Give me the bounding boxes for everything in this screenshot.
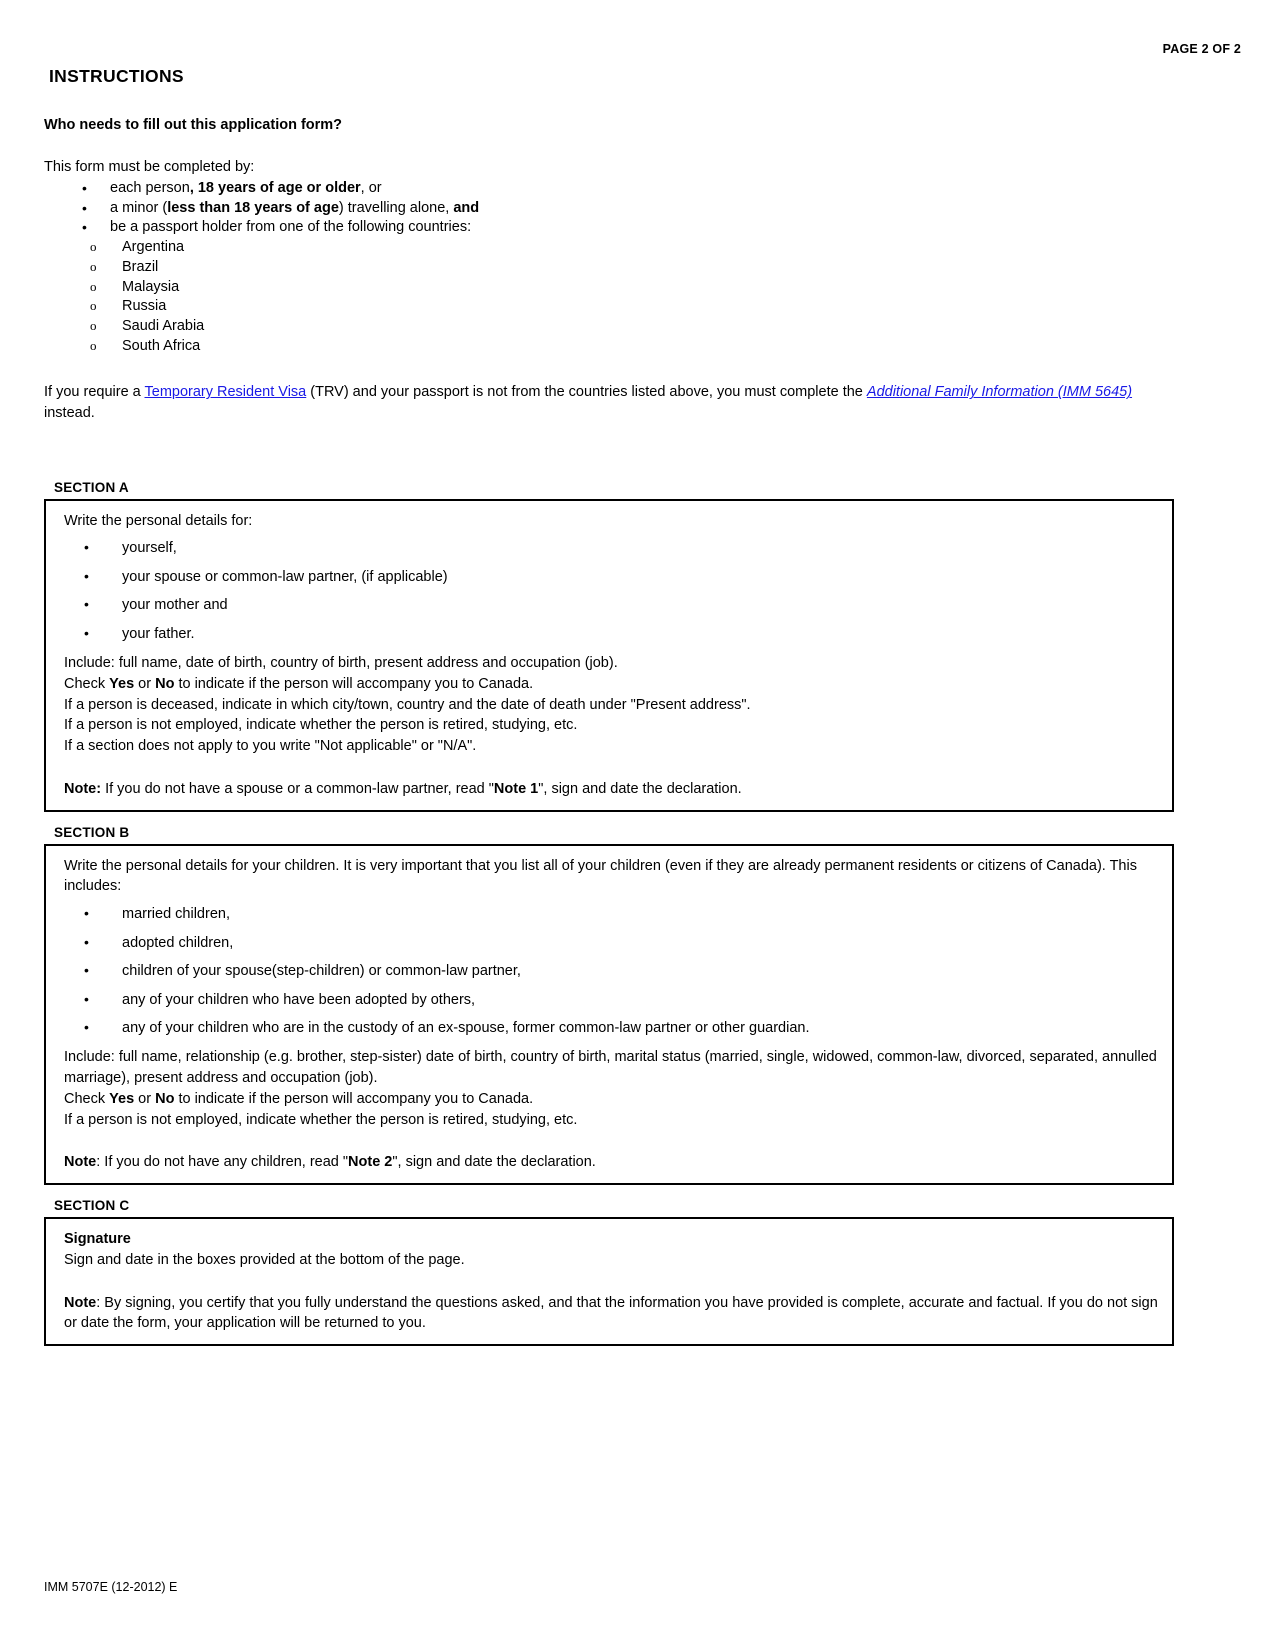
section-b-lead: Write the personal details for your children. It is very important that you list all of your children (even if they are already permanent residents or citizens of Canada). This includes: [64, 857, 1137, 895]
list-item-label: married children, [122, 906, 230, 923]
country-label: South Africa [122, 337, 201, 354]
circle-bullet-icon: o [90, 298, 97, 314]
section-a-check-line [64, 674, 1158, 695]
temporary-resident-visa-link[interactable]: Temporary Resident Visa [144, 384, 307, 401]
country-label: Saudi Arabia [122, 318, 205, 335]
list-item [64, 566, 1158, 588]
note-pre: If you do not have a spouse or a common-law partner, read " [101, 780, 494, 797]
circle-bullet-icon: o [90, 318, 97, 334]
section-b-box [44, 844, 1174, 1185]
circle-bullet-icon: o [90, 258, 97, 274]
section-b-bullets [64, 903, 1158, 1039]
section-b-check-line [64, 1089, 1158, 1110]
trv-text-1: If you require a [44, 384, 145, 401]
country-list [44, 238, 1174, 356]
bullet-icon: • [84, 990, 89, 1007]
note-pre: : If you do not have any children, read " [96, 1154, 349, 1171]
note-ref: Note 1 [493, 780, 539, 797]
list-item-pre: a minor ( [110, 199, 168, 216]
list-item [44, 337, 1174, 357]
section-b-include-line: Include: full name, relationship (e.g. brother, step-sister) date of birth, country of birth, marital status (married, single, widowed, common-law, divorced, separated, annulled marriage), present address and occupation (job). [64, 1049, 1157, 1087]
spacer [44, 812, 1174, 825]
list-item-label: yourself, [122, 540, 177, 557]
note-post: ", sign and date the declaration. [392, 1154, 596, 1171]
list-item-label: any of your children who are in the custody of an ex-spouse, former common-law partner or other guardian. [122, 1019, 810, 1036]
bullet-icon: • [82, 199, 87, 216]
circle-bullet-icon: o [90, 239, 97, 255]
country-label: Malaysia [122, 278, 180, 295]
bullet-icon: • [84, 539, 89, 556]
section-a-note [64, 779, 1158, 800]
check-pre: Check [64, 1090, 110, 1107]
country-label: Brazil [122, 258, 159, 275]
section-a-employment-line: If a person is not employed, indicate whether the person is retired, studying, etc. [64, 717, 578, 734]
list-item [64, 932, 1158, 954]
list-item [64, 623, 1158, 645]
section-a-label: SECTION A [54, 479, 129, 495]
section-c-note [64, 1293, 1158, 1334]
section-b-employment-line: If a person is not employed, indicate whether the person is retired, studying, etc. [64, 1111, 578, 1128]
check-no: No [155, 1090, 175, 1107]
list-item [44, 179, 1174, 199]
page-number-header: PAGE 2 OF 2 [1162, 42, 1241, 56]
bullet-icon: • [84, 1018, 89, 1035]
section-b-note [64, 1152, 1158, 1173]
intro-subheading: Who needs to fill out this application form? [44, 117, 343, 133]
additional-family-information-link[interactable]: Additional Family Information (IMM 5645) [866, 384, 1133, 401]
section-a-box [44, 499, 1174, 812]
bullet-icon: • [84, 624, 89, 641]
check-mid: or [134, 675, 156, 692]
list-item-bold-2: and [453, 199, 480, 216]
list-item-label: your father. [122, 625, 195, 642]
list-item-label: children of your spouse(step-children) or common-law partner, [122, 963, 521, 980]
list-item-bold: , 18 years of age or older [189, 180, 361, 196]
list-item [44, 278, 1174, 298]
list-item-pre: each person [110, 180, 190, 196]
bullet-icon: • [84, 567, 89, 584]
form-footer-code: IMM 5707E (12-2012) E [44, 1580, 178, 1594]
list-item [64, 989, 1158, 1011]
page-content [44, 66, 1174, 1346]
list-item-post: ) travelling alone, [338, 199, 454, 216]
bullet-icon: • [82, 219, 87, 236]
section-c-label: SECTION C [54, 1198, 130, 1214]
section-a-lead: Write the personal details for: [64, 512, 253, 529]
eligibility-list [44, 179, 1174, 238]
list-item [44, 238, 1174, 258]
section-a-na-line: If a section does not apply to you write "Not applicable" or "N/A". [64, 738, 477, 755]
signature-heading [64, 1229, 1158, 1250]
note-post: ", sign and date the declaration. [538, 780, 742, 797]
country-label: Argentina [122, 239, 185, 256]
section-b-label: SECTION B [54, 824, 130, 840]
list-item-label: your mother and [122, 597, 228, 614]
list-item [44, 297, 1174, 317]
signature-heading-text: Signature [64, 1231, 131, 1248]
note-label: Note: [64, 780, 102, 797]
spacer [44, 1185, 1174, 1198]
list-item [44, 258, 1174, 278]
check-post: to indicate if the person will accompany you to Canada. [174, 1090, 534, 1107]
check-post: to indicate if the person will accompany you to Canada. [174, 675, 534, 692]
note-text: : By signing, you certify that you fully understand the questions asked, and that the information you have provided is complete, accurate and factual. If you do not sign or date the form, your application will be returned to you. [64, 1294, 1158, 1332]
check-no: No [155, 675, 175, 692]
list-item [44, 199, 1174, 219]
section-c-box [44, 1217, 1174, 1346]
circle-bullet-icon: o [90, 337, 97, 353]
check-mid: or [134, 1090, 156, 1107]
check-yes: Yes [109, 675, 135, 692]
intro-lead: This form must be completed by: [44, 159, 255, 175]
list-item-label: your spouse or common-law partner, (if applicable) [122, 568, 448, 585]
check-yes: Yes [109, 1090, 135, 1107]
bullet-icon: • [84, 596, 89, 613]
bullet-icon: • [84, 933, 89, 950]
note-label: Note [64, 1294, 97, 1311]
section-a-bullets [64, 537, 1158, 645]
bullet-icon: • [84, 905, 89, 922]
check-pre: Check [64, 675, 110, 692]
trv-paragraph [44, 382, 1174, 423]
list-item [64, 537, 1158, 559]
note-ref: Note 2 [348, 1154, 393, 1171]
trv-text-3: instead. [44, 405, 95, 422]
list-item [64, 903, 1158, 925]
page-title: INSTRUCTIONS [49, 66, 184, 86]
list-item [44, 317, 1174, 337]
list-item-pre: be a passport holder from one of the following countries: [110, 219, 472, 236]
list-item [64, 1017, 1158, 1039]
trv-text-2: (TRV) and your passport is not from the countries listed above, you must complete the [306, 384, 867, 401]
section-a-deceased-line: If a person is deceased, indicate in which city/town, country and the date of death under "Present address". [64, 696, 751, 713]
signature-instruction: Sign and date in the boxes provided at the bottom of the page. [64, 1251, 465, 1268]
list-item-label: adopted children, [122, 934, 234, 951]
bullet-icon: • [82, 180, 87, 196]
note-label: Note [64, 1154, 97, 1171]
list-item-label: any of your children who have been adopted by others, [122, 991, 476, 1008]
circle-bullet-icon: o [90, 278, 97, 294]
bullet-icon: • [84, 962, 89, 979]
list-item [64, 960, 1158, 982]
section-a-include-line: Include: full name, date of birth, country of birth, present address and occupation (job). [64, 655, 618, 672]
list-item-post: , or [360, 180, 382, 196]
list-item-bold: less than 18 years of age [167, 199, 339, 216]
country-label: Russia [122, 298, 167, 315]
list-item [44, 218, 1174, 238]
list-item [64, 594, 1158, 616]
